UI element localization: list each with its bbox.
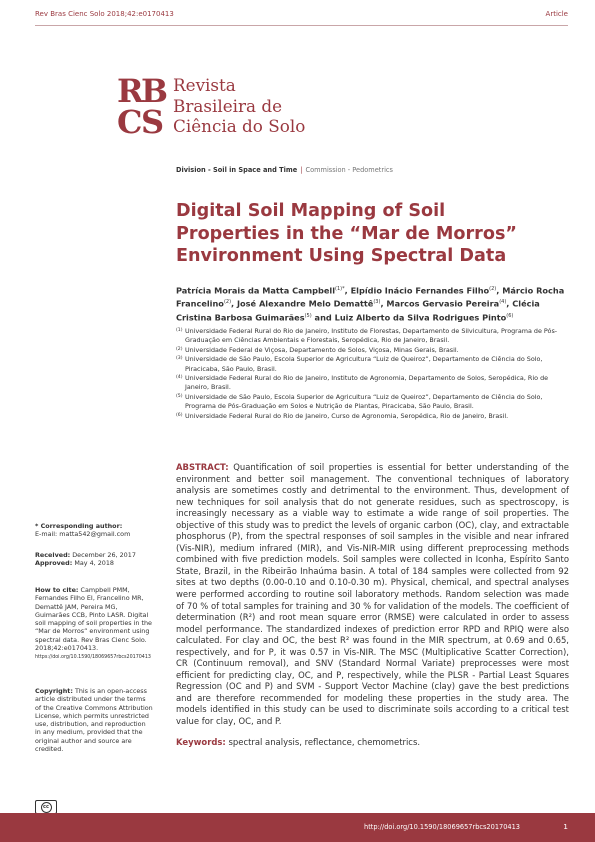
received-label: Received:	[35, 551, 71, 559]
author-affiliation-marker: (2)	[223, 299, 232, 306]
logo-letter-c: C	[117, 103, 143, 136]
affiliation-list	[176, 327, 571, 421]
author-affiliation-marker: (6)	[506, 312, 514, 319]
article-type: Article	[545, 10, 568, 18]
logo-letter-r: R	[117, 74, 144, 110]
logo-letter-b: B	[141, 74, 169, 110]
creative-commons-badge[interactable]	[35, 800, 57, 814]
copyright-block	[35, 687, 153, 753]
affiliation-number: (1)	[176, 328, 183, 333]
affiliation-number: (6)	[176, 412, 183, 418]
author-separator: ,	[344, 285, 351, 296]
approved-date: May 4, 2018	[74, 559, 114, 568]
journal-name-line: Ciência do Solo	[173, 116, 306, 136]
logo-letter-s: S	[141, 103, 165, 136]
journal-logo-mark	[117, 74, 169, 136]
division-line	[176, 166, 393, 174]
affiliation-item	[176, 346, 571, 355]
creative-commons-icon: cc	[41, 802, 52, 813]
dates-block	[35, 551, 153, 568]
author-separator: and	[311, 312, 335, 323]
corresponding-author-block	[35, 522, 153, 539]
title-line: Environment Using Spectral Data	[176, 246, 507, 267]
corresponding-email[interactable]: E-mail: matta542@gmail.com	[35, 530, 131, 539]
journal-reference: Rev Bras Cienc Solo 2018;42:e0170413	[35, 10, 174, 18]
header-rule	[35, 25, 568, 26]
abstract-label: ABSTRACT:	[176, 462, 229, 472]
affiliation-item	[176, 393, 571, 412]
abstract-text: Quantification of soil properties is essential for better understanding of the environment and better soil management. The conventional techniques of laboratory analysis are sometimes costly and detrimental to the environment. Thus, development of new techniques for soil analysis that do not generate residues, such as spectroscopy, is increasingly necessary as a viable way to estimate a wide range of soil properties. The objective of this study was to predict the levels of organic carbon (OC), clay, and extractable phosphorus (P), from the spectral responses of soil samples in the visible and near infrared (Vis-NIR), medium infrared (MIR), and Vis-NIR-MIR using different preprocessing methods combined with five prediction models. Soil samples were collected in Iconha, Espírito Santo State, Brazil, in the Ribeirão Inhaúma basin. A total of 184 samples were collected from 92 sites at two depths (0.00-0.10 and 0.10-0.30 m). Physical, chemical, and spectral analyses were performed according to routine soil laboratory methods. Random selection was made of 70 % of total samples for training and 30 % for validation of the models. The coefficient of determination (R²) and root mean square error (RMSE) were calculated in order to assess model performance. The standardized indexes of prediction error RPD and RPIQ were also calculated. For clay and OC, the best R² was found in the MIR spectrum, at 0.69 and 0.65, respectively, and for P, it was 0.57 in Vis-NIR. The MSC (Multiplicative Scatter Correction), CR (Continuum removal), and SNV (Standard Normal Variate) preprocesses were most efficient for predicting clay, OC, and P, respectively, while the PLSR - Partial Least Squares Regression (OC and P) and SVM - Support Vector Machine (clay) gave the best predictions and are therefore recommended for modeling these properties in the study area. The models identified in this study can be used to discriminate soils according to a critical test value for clay, OC, and P.	[176, 462, 570, 727]
commission-label: Commission - Pedometrics	[305, 166, 393, 174]
citation-doi-link[interactable]: https://doi.org/10.1590/18069657rbcs20170413	[35, 655, 151, 661]
author-separator: ,	[231, 299, 237, 310]
author-affiliation-marker: (1)*	[335, 286, 345, 292]
author-name: Patrícia Morais da Matta Campbell	[176, 285, 336, 296]
journal-name	[173, 75, 305, 137]
corresponding-author-label: * Corresponding author:	[35, 522, 123, 530]
affiliation-number: (3)	[176, 356, 183, 362]
author-name: Márcio Rocha Francelino	[176, 285, 565, 310]
author-affiliation-marker: (5)	[304, 312, 312, 319]
copyright-label: Copyright:	[35, 687, 73, 695]
page-number: 1	[563, 822, 568, 831]
affiliation-item	[176, 355, 571, 374]
copyright-text: This is an open-access article distributed under the terms of the Creative Commons Attribution License, which permits unrestricted use, distribution, and reproduction in any medium, provided that the original author and source are credited.	[35, 687, 153, 754]
affiliation-text: Universidade Federal Rural do Rio de Janeiro, Curso de Agronomia, Seropédica, Rio de Janeiro, Brasil.	[185, 411, 509, 420]
abstract-paragraph	[176, 462, 569, 728]
author-name: Marcos Gervasio Pereira	[386, 299, 500, 310]
affiliation-number: (2)	[176, 346, 183, 352]
keywords-line	[176, 737, 420, 747]
author-affiliation-marker: (3)	[373, 299, 381, 306]
author-list	[176, 284, 568, 324]
keywords-text: spectral analysis, reflectance, chemometrics.	[228, 737, 421, 747]
author-name: Clécia Cristina Barbosa Guimarães	[176, 299, 540, 323]
division-separator: |	[300, 166, 303, 174]
affiliation-text: Universidade de São Paulo, Escola Superior de Agricultura “Luiz de Queiroz”, Departamento de Ciência do Solo, Piracicaba, São Paulo, Brasil.	[185, 355, 543, 373]
title-line: Properties in the “Mar de Morros”	[176, 223, 517, 244]
how-to-cite-label: How to cite:	[35, 586, 79, 594]
affiliation-text: Universidade Federal Rural do Rio de Janeiro, Instituto de Florestas, Departamento de Silvicultura, Programa de Pós-Graduação em Ciências Ambientais e Florestais, Seropédica, Rio de Janeiro, Brasil.	[185, 327, 558, 345]
affiliation-text: Universidade Federal de Viçosa, Departamento de Solos, Viçosa, Minas Gerais, Brasil.	[185, 345, 459, 354]
affiliation-item	[176, 374, 571, 393]
affiliation-number: (5)	[176, 393, 183, 399]
citation-text: Campbell PMM, Fernandes Filho EI, Francelino MR, Demattê JAM, Pereira MG, Guimarães CCB, Pinto LASR. Digital soil mapping of soil properties in the “Mar de Morros” environment using spectral data. Rev Bras Cienc Solo. 2018;42:e0170413.	[35, 586, 152, 653]
article-title	[176, 200, 566, 268]
author-name: Luiz Alberto da Silva Rodrigues Pinto	[334, 312, 507, 323]
author-separator: ,	[506, 299, 513, 310]
affiliation-number: (4)	[176, 375, 183, 381]
author-separator: ,	[496, 285, 503, 296]
division-label: Division - Soil in Space and Time	[176, 166, 298, 174]
journal-name-line: Revista	[173, 75, 236, 95]
author-name: Elpídio Inácio Fernandes Filho	[350, 285, 490, 296]
affiliation-text: Universidade Federal Rural do Rio de Janeiro, Instituto de Agronomia, Departamento de Solos, Seropédica, Rio de Janeiro, Brasil.	[185, 374, 549, 392]
how-to-cite-block	[35, 586, 153, 663]
author-name: José Alexandre Melo Demattê	[237, 299, 374, 310]
affiliation-item	[176, 412, 571, 421]
keywords-label: Keywords:	[176, 737, 226, 747]
affiliation-item	[176, 327, 571, 346]
received-date: December 26, 2017	[72, 551, 136, 559]
footer-doi-link[interactable]: http://doi.org/10.1590/18069657rbcs20170413	[364, 823, 520, 831]
author-separator: ,	[380, 299, 387, 310]
title-line: Digital Soil Mapping of Soil	[176, 201, 446, 221]
journal-name-line: Brasileira de	[173, 95, 283, 116]
approved-label: Approved:	[35, 559, 73, 568]
author-affiliation-marker: (2)	[489, 286, 497, 292]
affiliation-text: Universidade de São Paulo, Escola Superior de Agricultura “Luiz de Queiroz”, Departamento de Ciência do Solo, Programa de Pós-Graduação em Solos e Nutrição de Plantas, Piracicaba, São Paulo, Brasil.	[185, 392, 543, 411]
author-affiliation-marker: (4)	[499, 299, 507, 306]
